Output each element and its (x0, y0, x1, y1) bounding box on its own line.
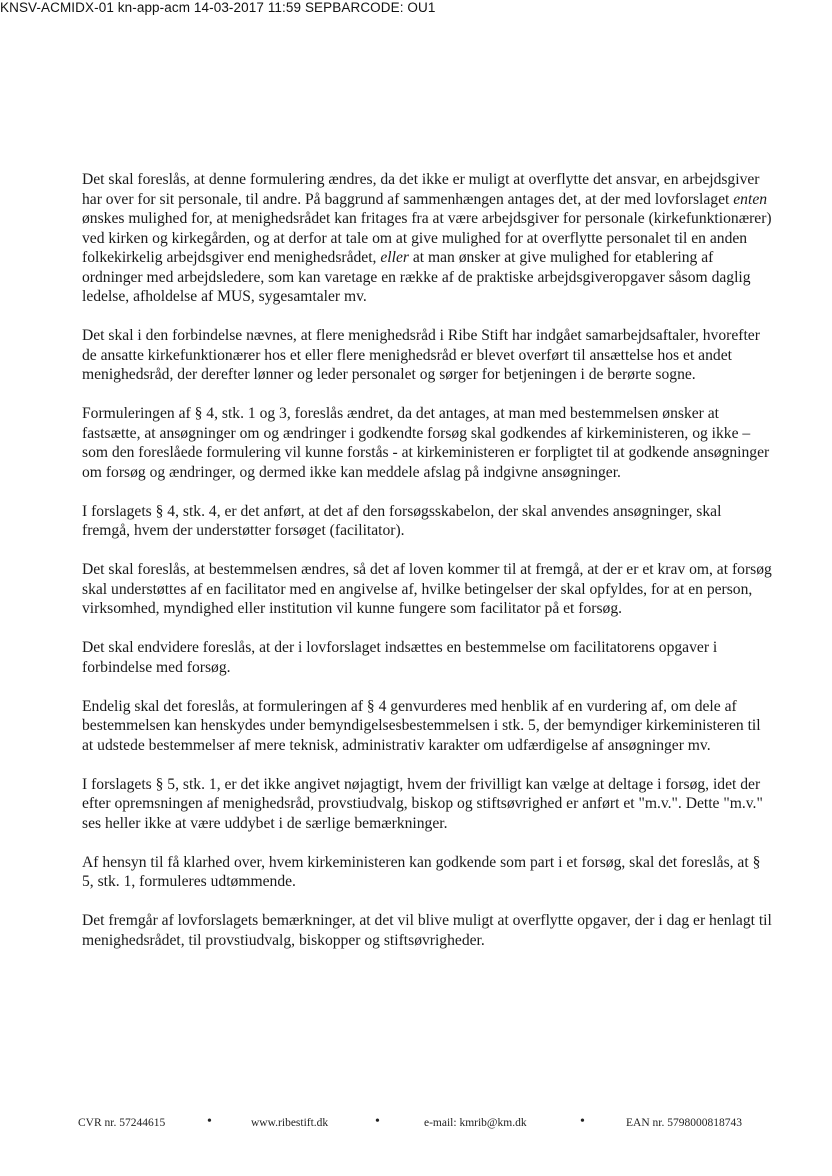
body-paragraph (82, 697, 772, 756)
paragraph-text: ønskes mulighed for, at menighedsrådet kan fritages fra at være arbejdsgiver for personale (kirkefunktionærer) ved kirken og kirkegården, og at derfor at tale om at give mulighed for at overflytte personalet til en anden folkekirkelig arbejdsgiver end menighedsrådet, (82, 190, 776, 266)
paragraph-text: Det skal foreslås, at denne formulering ændres, da det ikke er muligt at overflytte det ansvar, en arbejdsgiver har over for sit personale, til andre. På baggrund af sammenhængen antages det, at der med lovforslaget (82, 171, 764, 208)
emphasized-text: enten (733, 190, 768, 208)
paragraph-text: Det skal foreslås, at bestemmelsen ændres, så det af loven kommer til at fremgå, at der er et krav om, at forsøg skal understøttes af en facilitator med en angivelse af, hvilke betingelser der skal opfyldes, for at en person, virksomhed, myndighed eller institution vil kunne fungere som facilitator på et forsøg. (82, 561, 776, 617)
paragraph-text: Af hensyn til få klarhed over, hvem kirkeministeren kan godkende som part i et forsøg, skal det foreslås, at § 5, stk. 1, formuleres udtømmende. (82, 853, 765, 890)
paragraph-text: Det skal endvidere foreslås, at der i lovforslaget indsættes en bestemmelse om facilitatorens opgaver i forbindelse med forsøg. (82, 639, 722, 676)
body-paragraph (82, 638, 772, 677)
paragraph-text: Det skal i den forbindelse nævnes, at flere menighedsråd i Ribe Stift har indgået samarbejdsaftaler, hvorefter de ansatte kirkefunktionærer hos et eller flere menighedsråd er blevet overført til ansættelse hos et andet menighedsråd, der derefter lønner og leder personalet og sørger for betjeningen i de berørte sogne. (82, 327, 764, 383)
footer-website: www.ribestift.dk (251, 1117, 329, 1129)
footer (0, 1114, 832, 1137)
paragraph-text: Det fremgår af lovforslagets bemærkninger, at det vil blive muligt at overflytte opgaver, der i dag er henlagt til menighedsrådet, til provstiudvalg, biskopper og stiftsøvrigheder. (82, 912, 776, 949)
body-paragraph (82, 911, 776, 950)
paragraph-text: at man ønsker at give mulighed for etablering af ordninger med arbejdsledere, som kan varetage en række af de praktiske arbejdsgiveropgaver såsom daglig ledelse, afholdelse af MUS, sygesamtaler mv. (82, 249, 755, 305)
body-paragraph (82, 775, 772, 834)
footer-separator: • (580, 1114, 585, 1129)
emphasized-text: eller (380, 249, 409, 266)
body-paragraph (82, 560, 776, 619)
footer-separator: • (375, 1114, 380, 1129)
body-paragraph (82, 404, 772, 482)
body-paragraph (82, 326, 772, 385)
paragraph-text: Endelig skal det foreslås, at formuleringen af § 4 genvurderes med henblik af en vurdering af, om dele af bestemmelsen kan henskydes under bemyndigelsesbestemmelsen i stk. 5, der bemyndiger kirkeministeren til at udstede bestemmelser af mere teknisk, administrativ karakter om udfærdigelse af ansøgninger mv. (82, 697, 765, 754)
footer-email: e-mail: kmrib@km.dk (424, 1117, 527, 1129)
footer-ean: EAN nr. 5798000818743 (626, 1117, 742, 1129)
body-paragraph (82, 853, 772, 892)
paragraph-text: I forslagets § 4, stk. 4, er det anført, at det af den forsøgsskabelon, der skal anvendes ansøgninger, skal fremgå, hvem der understøtter forsøget (facilitator). (82, 502, 726, 539)
paragraph-text: I forslagets § 5, stk. 1, er det ikke angivet nøjagtigt, hvem der frivilligt kan vælge at deltage i forsøg, idet der efter opremsningen af menighedsråd, provstiudvalg, biskop og stiftsøvrighed er anført et "m.v.". Dette "m.v." ses heller ikke at være uddybet i de særlige bemærkninger. (82, 775, 767, 832)
letter-body (82, 170, 776, 970)
barcode-header: KNSV-ACMIDX-01 kn-app-acm 14-03-2017 11:59 SEPBARCODE: OU1 (0, 0, 436, 15)
footer-separator: • (207, 1114, 212, 1129)
paragraph-text: Formuleringen af § 4, stk. 1 og 3, foreslås ændret, da det antages, at man med bestemmelsen ønsker at fastsætte, at ansøgninger om og ændringer i godkendte forsøg skal godkendes af kirkeministeren, og ikke – som den foreslåede formulering vil kunne forstås - at kirkeministeren er forpligtet til at godkende ansøgninger om forsøg og ændringer, og dermed ikke kan meddele afslag på indgivne ansøgninger. (82, 405, 774, 481)
body-paragraph (82, 502, 772, 541)
body-paragraph (82, 170, 776, 307)
footer-cvr: CVR nr. 57244615 (78, 1117, 166, 1129)
